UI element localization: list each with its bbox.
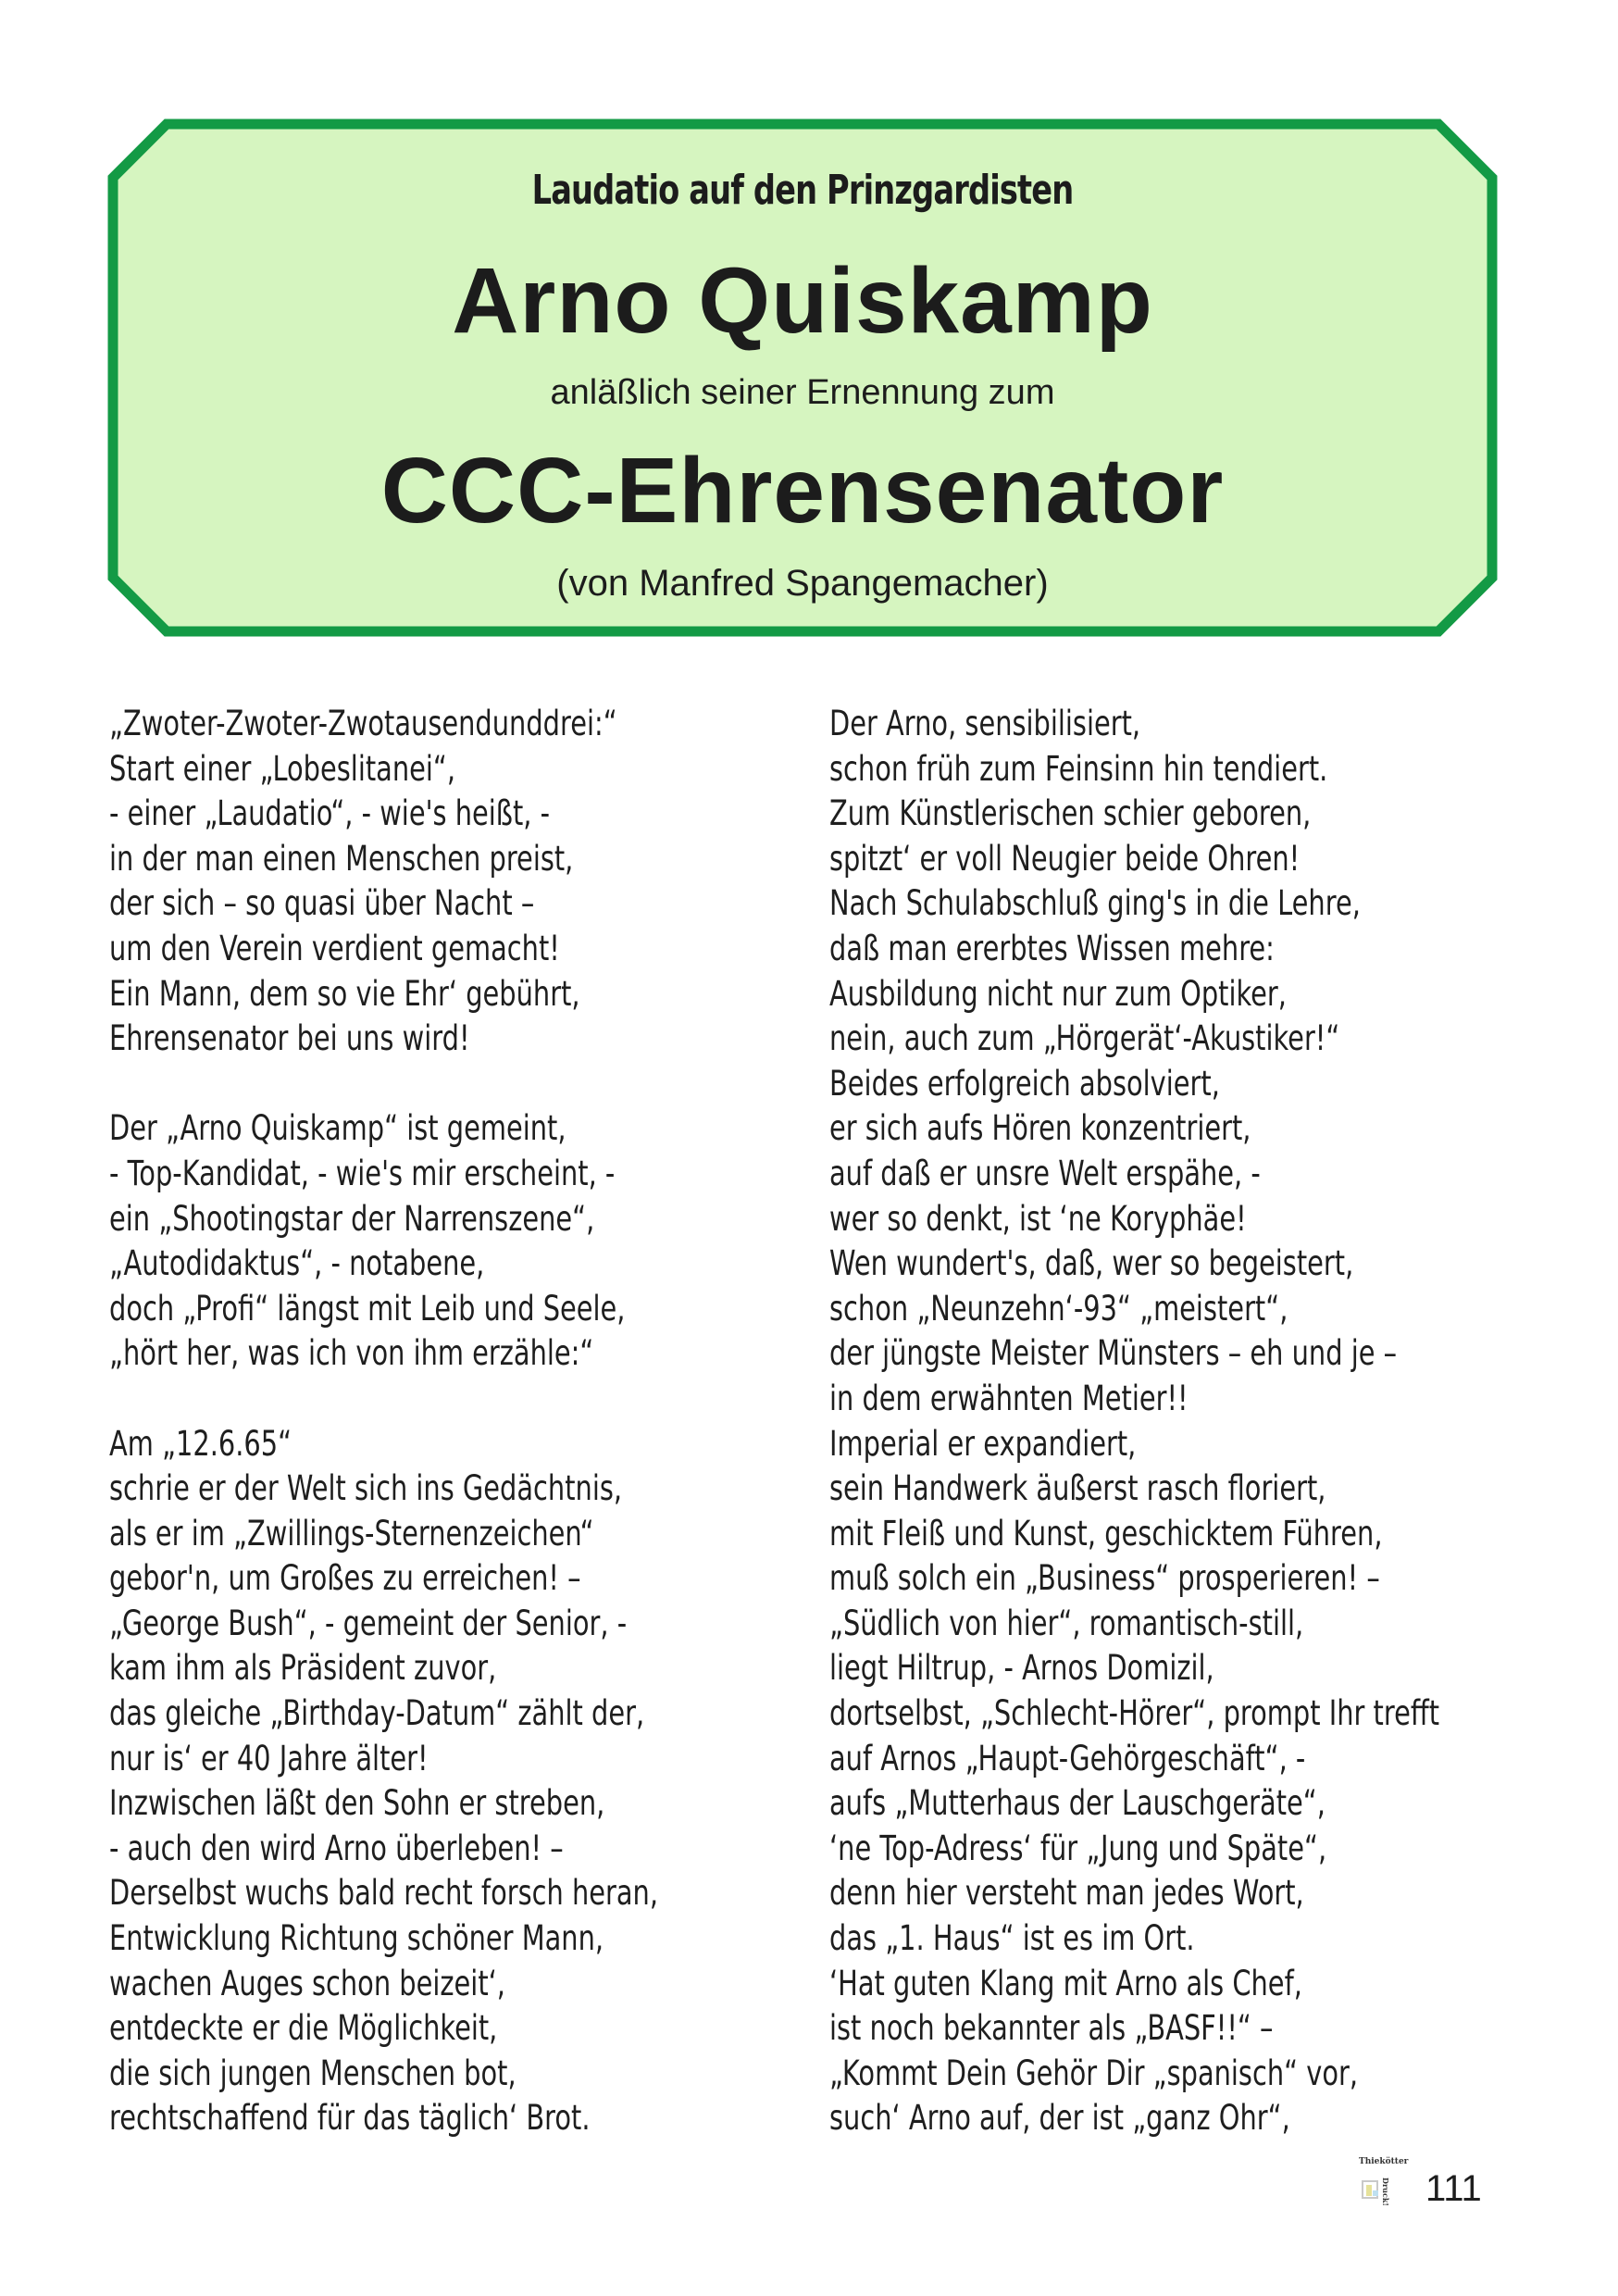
poem-line: such‘ Arno auf, der ist „ganz Ohr“, <box>829 2098 1290 2139</box>
poem-line: auf daß er unsre Welt erspähe, - <box>829 1153 1261 1193</box>
poem-line: Wen wundert's, daß, wer so begeistert, <box>829 1243 1354 1284</box>
poem-line: wer so denkt, ist ‘ne Koryphäe! <box>829 1198 1247 1239</box>
poem-line: Ehrensenator bei uns wird! <box>109 1018 470 1059</box>
poem-line: Start einer „Lobeslitanei“, <box>109 748 456 789</box>
poem-line: Ausbildung nicht nur zum Optiker, <box>829 973 1287 1014</box>
poem-line: das „1. Haus“ ist es im Ort. <box>829 1918 1195 1959</box>
poem-line: Nach Schulabschluß ging's in die Lehre, <box>829 883 1361 924</box>
poem-line: nur is‘ er 40 Jahre älter! <box>109 1738 429 1778</box>
poem-line: nein, auch zum „Hörgerät‘-Akustiker!“ <box>829 1018 1340 1059</box>
poem-line: „Zwoter-Zwoter-Zwotausendunddrei:“ <box>109 704 617 743</box>
poem-line: die sich jungen Menschen bot, <box>109 2053 517 2093</box>
poem-line: rechtschaffend für das täglich‘ Brot. <box>109 2098 591 2139</box>
poem-line: Ein Mann, dem so vie Ehr‘ gebührt, <box>109 973 580 1014</box>
poem-line: spitzt‘ er voll Neugier beide Ohren! <box>829 838 1301 879</box>
poem-line: daß man ererbtes Wissen mehre: <box>829 928 1275 968</box>
poem-line: - Top-Kandidat, - wie's mir erscheint, - <box>109 1153 616 1193</box>
poem-line: schon früh zum Feinsinn hin tendiert. <box>829 748 1328 789</box>
poem-line: Inzwischen läßt den Sohn er streben, <box>109 1783 605 1824</box>
header-name: Arno Quiskamp <box>452 249 1153 353</box>
poem-stanza <box>109 702 658 1062</box>
poem-line: das gleiche „Birthday-Datum“ zählt der, <box>109 1693 645 1734</box>
poem-column-left <box>109 702 658 2187</box>
poem-line: dortselbst, „Schlecht-Hörer“, prompt Ihr trefft <box>829 1693 1440 1734</box>
poem-line: liegt Hiltrup, - Arnos Domizil, <box>829 1648 1214 1689</box>
printer-sub: Druck! <box>1381 2177 1390 2206</box>
poem-line: „Kommt Dein Gehör Dir „spanisch“ vor, <box>829 2053 1359 2093</box>
header-author: (von Manfred Spangemacher) <box>556 563 1049 604</box>
poem-line: sein Handwerk äußerst rasch floriert, <box>829 1468 1326 1509</box>
poem-line: aufs „Mutterhaus der Lauschgeräte“, <box>829 1783 1326 1824</box>
poem-line: muß solch ein „Business“ prosperieren! – <box>829 1558 1380 1599</box>
header-pre-title: Laudatio auf den Prinzgardisten <box>531 167 1074 214</box>
poem-line: ist noch bekannter als „BASF!!“ – <box>829 2008 1274 2049</box>
poem-line: Derselbst wuchs bald recht forsch heran, <box>109 1873 659 1914</box>
poem-line: „George Bush“, - gemeint der Senior, - <box>109 1603 628 1643</box>
poem-line: als er im „Zwillings-Sternenzeichen“ <box>109 1513 594 1554</box>
header-title: CCC-Ehrensenator <box>380 439 1225 543</box>
poem-line: Am „12.6.65“ <box>109 1423 292 1464</box>
poem-line: Zum Künstlerischen schier geboren, <box>829 793 1312 834</box>
poem-line: ‘ne Top-Adress‘ für „Jung und Späte“, <box>829 1828 1327 1868</box>
poem-line: gebor'n, um Großes zu erreichen! – <box>109 1558 581 1599</box>
poem-stanza <box>829 702 1439 2141</box>
poem-line: doch „Profi“ längst mit Leib und Seele, <box>109 1288 626 1329</box>
poem-line: - auch den wird Arno überleben! – <box>109 1828 564 1868</box>
header-occasion: anläßlich seiner Ernennung zum <box>550 373 1055 412</box>
poem-line: Entwicklung Richtung schöner Mann, <box>109 1918 604 1959</box>
poem-stanza <box>109 1422 658 2142</box>
poem-line: wachen Auges schon beizeit‘, <box>109 1963 505 2003</box>
poem-line: in dem erwähnten Metier!! <box>829 1378 1189 1418</box>
poem-line: schon „Neunzehn‘-93“ „meistert“, <box>829 1288 1288 1329</box>
poem-line: er sich aufs Hören konzentriert, <box>829 1108 1251 1149</box>
poem-line: „hört her, was ich von ihm erzähle:“ <box>109 1333 594 1374</box>
poem-line: „Autodidaktus“, - notabene, <box>109 1243 485 1284</box>
poem-line: ein „Shootingstar der Narrenszene“, <box>109 1198 595 1239</box>
poem-line: Der „Arno Quiskamp“ ist gemeint, <box>109 1108 566 1149</box>
printer-name: Thiekötter <box>1359 2157 1409 2166</box>
header-box <box>107 119 1498 637</box>
poem-line: Der Arno, sensibilisiert, <box>829 704 1141 743</box>
poem-line: - einer „Laudatio“, - wie's heißt, - <box>109 793 551 834</box>
poem-line: kam ihm als Präsident zuvor, <box>109 1648 497 1689</box>
poem-line: „Südlich von hier“, romantisch-still, <box>829 1603 1304 1643</box>
poem-line: denn hier versteht man jedes Wort, <box>829 1873 1304 1914</box>
poem-line: der sich – so quasi über Nacht – <box>109 883 535 924</box>
poem-line: Beides erfolgreich absolviert, <box>829 1063 1220 1104</box>
poem-line: ‘Hat guten Klang mit Arno als Chef, <box>829 1963 1302 2003</box>
poem-line: schrie er der Welt sich ins Gedächtnis, <box>109 1468 623 1509</box>
poem-stanza <box>109 1106 658 1377</box>
page-number: 111 <box>1425 2168 1482 2209</box>
poem-line: um den Verein verdient gemacht! <box>109 928 560 968</box>
poem-line: Imperial er expandiert, <box>829 1423 1137 1464</box>
poem-line: entdeckte er die Möglichkeit, <box>109 2008 498 2049</box>
poem-line: der jüngste Meister Münsters – eh und je – <box>829 1333 1398 1374</box>
poem-line: in der man einen Menschen preist, <box>109 838 574 879</box>
poem-line: auf Arnos „Haupt-Gehörgeschäft“, - <box>829 1738 1306 1778</box>
poem-column-right <box>829 702 1439 2187</box>
poem-line: mit Fleiß und Kunst, geschicktem Führen, <box>829 1513 1383 1554</box>
